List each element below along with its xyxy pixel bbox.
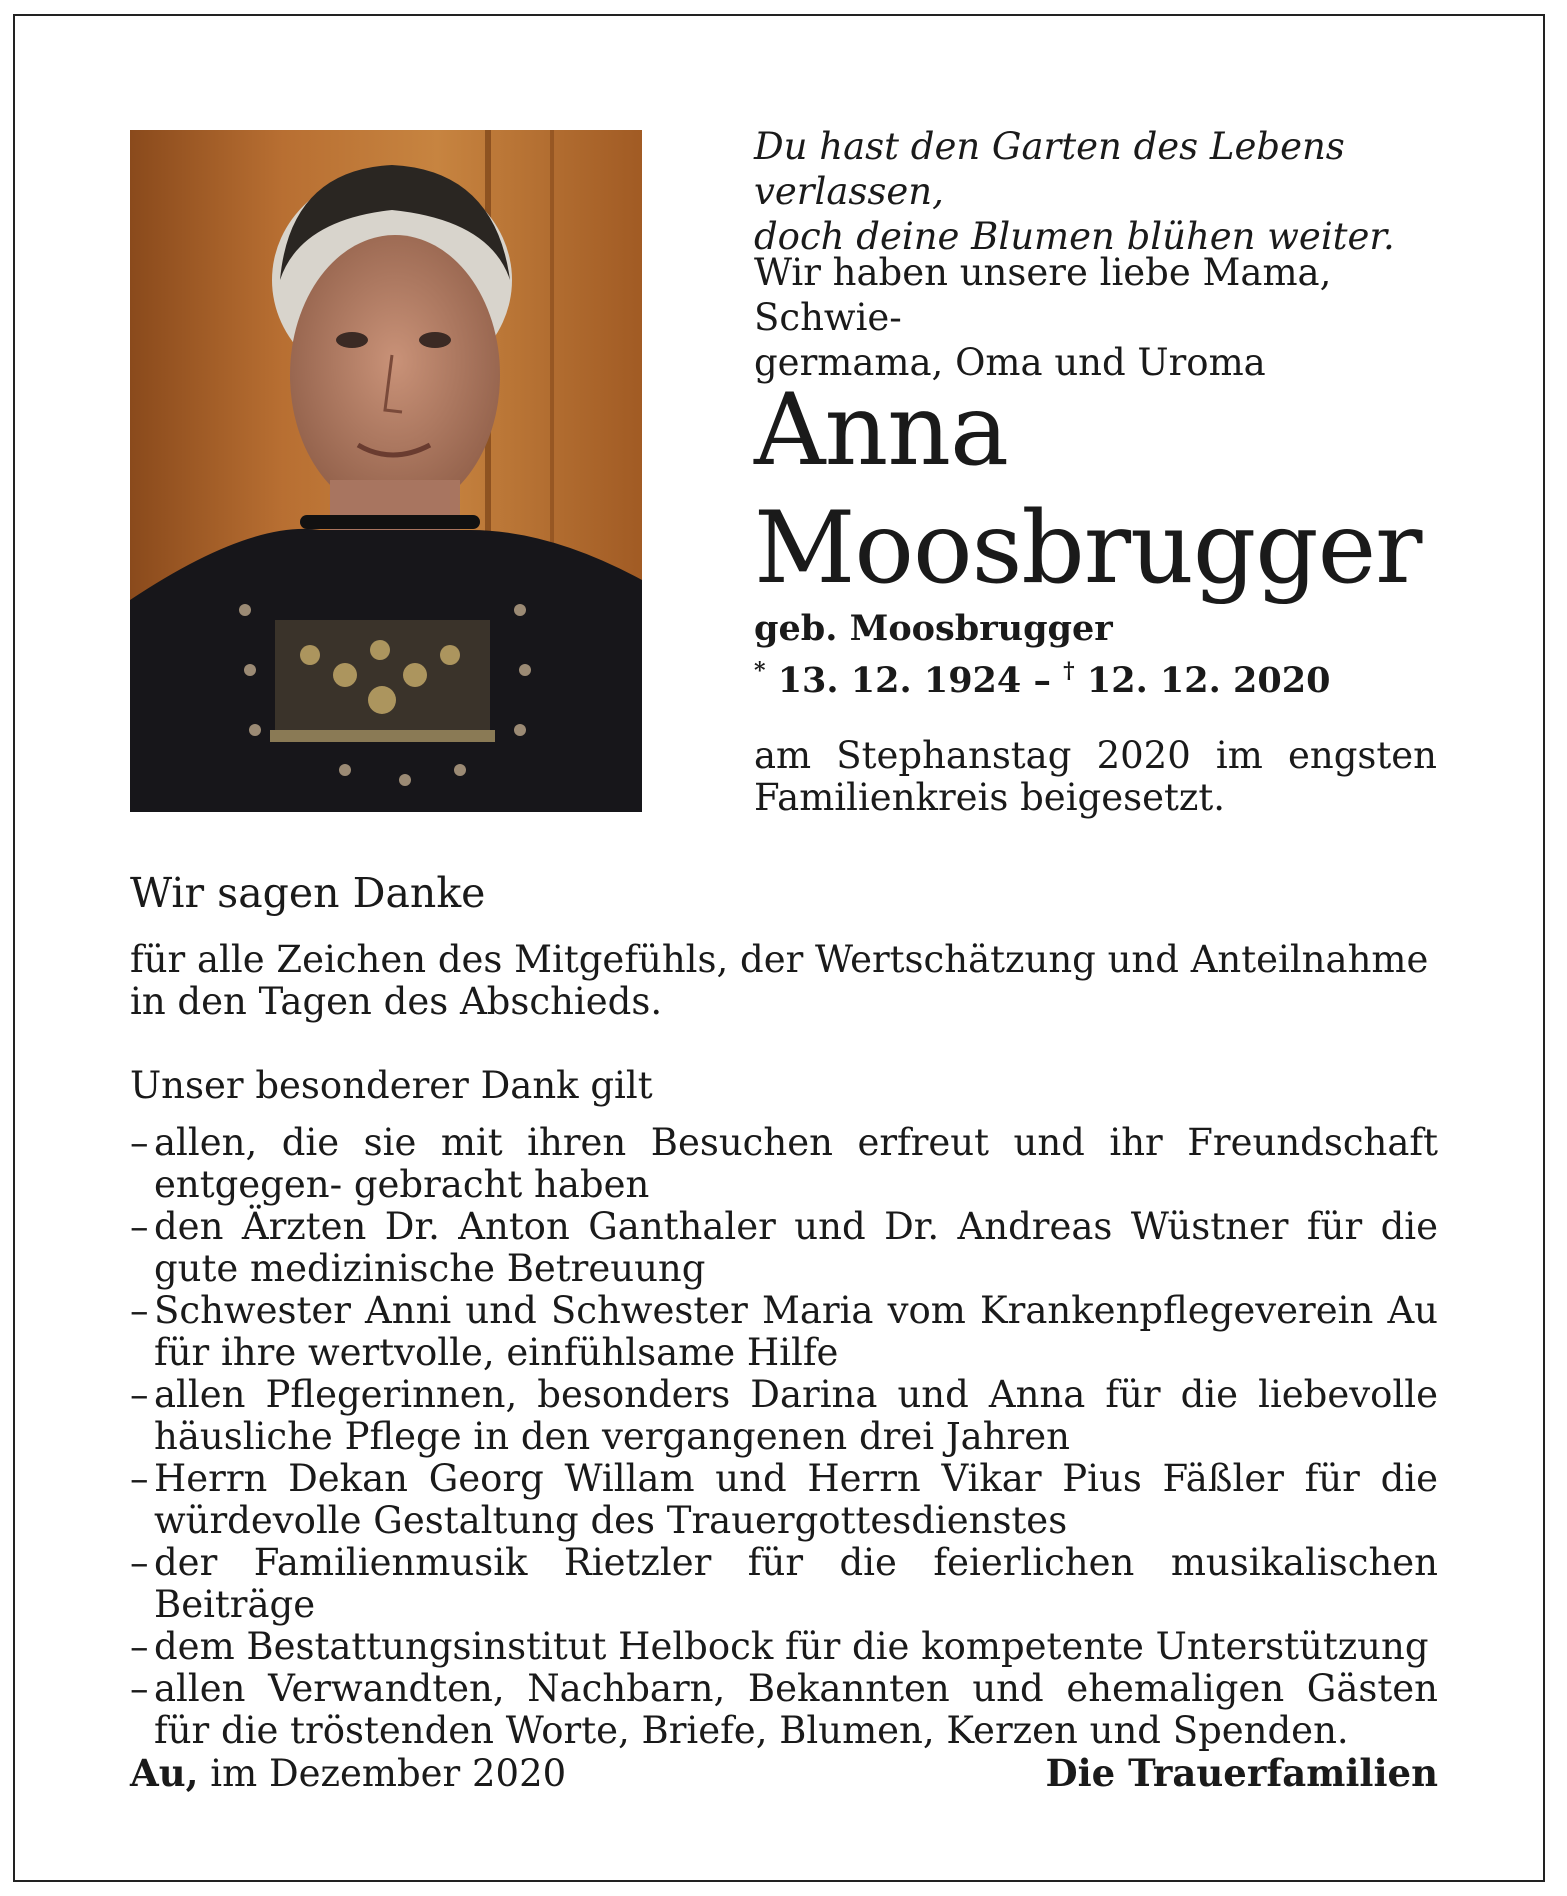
- birth-date: 13. 12. 1924: [777, 660, 1022, 701]
- list-dash: –: [130, 1373, 149, 1416]
- list-item: [130, 1542, 1438, 1626]
- intro-line: Wir haben unsere liebe Mama, Schwie-: [754, 251, 1332, 339]
- birth-symbol: *: [754, 658, 766, 684]
- list-item-text: Schwester Anni und Schwester Maria vom Krankenpflegeverein Au für ihre wertvolle, einfühlsame Hilfe: [154, 1289, 1438, 1374]
- list-dash: –: [130, 1541, 149, 1584]
- quote-line: doch deine Blumen blühen weiter.: [754, 215, 1395, 258]
- place-date: [130, 1751, 566, 1796]
- list-dash: –: [130, 1121, 149, 1164]
- signature: Die Trauerfamilien: [1045, 1751, 1438, 1795]
- place: Au,: [130, 1751, 199, 1795]
- quote-line: Du hast den Garten des Lebens verlassen,: [754, 125, 1345, 213]
- death-date: 12. 12. 2020: [1086, 660, 1331, 701]
- list-item-text: allen Verwandten, Nachbarn, Bekannten und ehemaligen Gästen für die tröstenden Worte, Briefe, Blumen, Kerzen und Spenden.: [154, 1667, 1438, 1752]
- list-dash: –: [130, 1625, 149, 1668]
- special-thanks-intro: Unser besonderer Dank gilt: [130, 1064, 653, 1107]
- deceased-name: [754, 372, 1437, 608]
- list-item-text: den Ärzten Dr. Anton Ganthaler und Dr. Andreas Wüstner für die gute medizinische Betreuung: [154, 1205, 1438, 1290]
- quote: [754, 124, 1437, 259]
- portrait-photo: [130, 130, 642, 812]
- thanks-list: [130, 1122, 1438, 1752]
- last-name: Moosbrugger: [754, 491, 1422, 606]
- list-item-text: Herrn Dekan Georg Willam und Herrn Vikar Pius Fäßler für die würdevolle Gestaltung des Trauergottesdienstes: [154, 1457, 1438, 1542]
- thanks-paragraph: für alle Zeichen des Mitgefühls, der Wertschätzung und Anteilnahme in den Tagen des Abschieds.: [130, 938, 1429, 1023]
- list-item: [130, 1374, 1438, 1458]
- intro-text: [754, 250, 1437, 385]
- maiden-name: geb. Moosbrugger: [754, 608, 1113, 649]
- list-dash: –: [130, 1205, 149, 1248]
- list-item: [130, 1290, 1438, 1374]
- list-item-text: dem Bestattungsinstitut Helbock für die kompetente Unterstützung: [154, 1625, 1429, 1668]
- list-item: [130, 1206, 1438, 1290]
- list-item-text: allen Pflegerinnen, besonders Darina und Anna für die liebevolle häusliche Pflege in den vergangenen drei Jahren: [154, 1373, 1438, 1458]
- list-item: [130, 1626, 1438, 1668]
- intro-line: germama, Oma und Uroma: [754, 341, 1266, 384]
- list-dash: –: [130, 1457, 149, 1500]
- list-dash: –: [130, 1289, 149, 1332]
- thanks-heading: Wir sagen Danke: [130, 869, 486, 917]
- list-item: [130, 1458, 1438, 1542]
- date-separator: –: [1033, 660, 1051, 701]
- list-dash: –: [130, 1667, 149, 1710]
- death-symbol: †: [1063, 658, 1075, 684]
- first-name: Anna: [754, 373, 1009, 488]
- life-dates: [754, 650, 1437, 702]
- burial-note: am Stephanstag 2020 im engsten Familienkreis beigesetzt.: [754, 734, 1437, 819]
- portrait-illustration: [130, 130, 642, 812]
- list-item-text: der Familienmusik Rietzler für die feierlichen musikalischen Beiträge: [154, 1541, 1438, 1626]
- list-item-text: allen, die sie mit ihren Besuchen erfreut und ihr Freundschaft entgegen- gebracht haben: [154, 1121, 1438, 1206]
- list-item: [130, 1122, 1438, 1206]
- date-text: im Dezember 2020: [198, 1752, 567, 1795]
- list-item: [130, 1668, 1438, 1752]
